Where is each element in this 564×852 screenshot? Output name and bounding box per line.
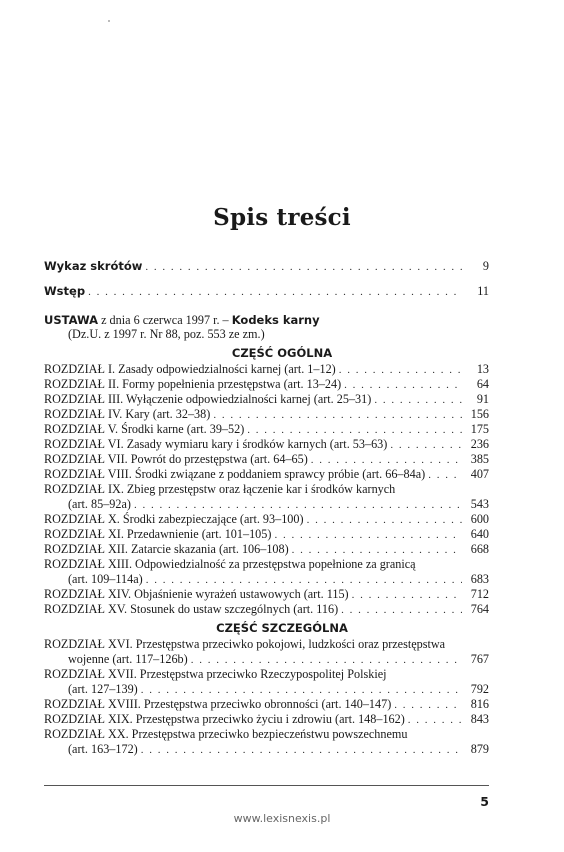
toc-entry-label: ROZDZIAŁ XIV. Objaśnienie wyrażeń ustawowych (art. 115) (44, 587, 349, 601)
toc-entry-page: 64 (476, 377, 489, 391)
toc-entry-chapter[interactable] (44, 422, 489, 436)
toc-entry-page: 385 (470, 452, 489, 466)
toc-entry-label-continued: (art. 109–114a) (68, 572, 143, 586)
toc-entry-label: ROZDZIAŁ XII. Zatarcie skazania (art. 106–108) (44, 542, 289, 556)
dot-leader (374, 393, 462, 407)
footer-rule (44, 785, 489, 786)
toc-entry-page: 683 (470, 572, 489, 586)
toc-entry-chapter[interactable] (68, 497, 489, 511)
toc-entry-chapter[interactable] (68, 742, 489, 756)
toc-entry-page: 712 (470, 587, 489, 601)
dot-leader (88, 285, 462, 299)
toc-entry-label-continued: (art. 163–172) (68, 742, 138, 756)
dot-leader (352, 588, 462, 602)
toc-entry-page: 407 (470, 467, 489, 481)
dot-leader (390, 438, 462, 452)
toc-entry-label: ROZDZIAŁ IX. Zbieg przestępstw oraz łączenie kar i środków karnych (44, 482, 396, 496)
act-date: z dnia 6 czerwca 1997 r. – (98, 313, 232, 327)
toc-entry-label-continued: wojenne (art. 117–126b) (68, 652, 188, 666)
toc-entry-label: ROZDZIAŁ X. Środki zabezpieczające (art. 93–100) (44, 512, 304, 526)
toc-entry-page: 792 (470, 682, 489, 696)
act-name: Kodeks karny (231, 313, 320, 327)
toc-entry-chapter[interactable] (44, 602, 489, 616)
dot-leader (141, 683, 462, 697)
toc-entry-chapter[interactable] (44, 437, 489, 451)
toc-entry-label: ROZDZIAŁ XIII. Odpowiedzialność za przestępstwa popełnione za granicą (44, 557, 416, 571)
toc-entry-label: Wykaz skrótów (44, 259, 143, 273)
toc-entry-page: 156 (470, 407, 489, 421)
dot-leader (307, 513, 462, 527)
dot-leader (339, 363, 462, 377)
dot-leader (274, 528, 462, 542)
toc-entry-chapter[interactable] (68, 572, 489, 586)
toc-entry-label-continued: (art. 85–92a) (68, 497, 131, 511)
toc-entry-chapter[interactable] (44, 467, 489, 481)
toc-entry-label: ROZDZIAŁ XV. Stosunek do ustaw szczególnych (art. 116) (44, 602, 339, 616)
toc-entry-chapter[interactable] (44, 407, 489, 421)
toc-entry-label: ROZDZIAŁ XVIII. Przestępstwa przeciwko obronności (art. 140–147) (44, 697, 392, 711)
toc-entry-chapter[interactable] (44, 527, 489, 541)
toc-entry-label: Wstęp (44, 284, 86, 298)
dot-leader (311, 453, 462, 467)
toc-entry-page: 175 (470, 422, 489, 436)
toc-entry-chapter[interactable] (44, 452, 489, 466)
dot-leader (141, 743, 462, 757)
toc-entry-page: 843 (470, 712, 489, 726)
dot-leader (146, 573, 462, 587)
dot-leader (344, 378, 462, 392)
dot-leader (191, 653, 462, 667)
toc-entry-page: 816 (470, 697, 489, 711)
toc-entry-page: 543 (470, 497, 489, 511)
toc-entry-chapter[interactable] (68, 652, 489, 666)
act-heading (44, 313, 320, 327)
speck-mark (108, 20, 110, 22)
dot-leader (247, 423, 462, 437)
toc-entry-label: ROZDZIAŁ XIX. Przestępstwa przeciwko życiu i zdrowiu (art. 148–162) (44, 712, 405, 726)
toc-entry-label: ROZDZIAŁ II. Formy popełnienia przestępstwa (art. 13–24) (44, 377, 342, 391)
dot-leader (408, 713, 462, 727)
dot-leader (428, 468, 462, 482)
toc-entry-label: ROZDZIAŁ IV. Kary (art. 32–38) (44, 407, 211, 421)
toc-entry-label: ROZDZIAŁ VII. Powrót do przestępstwa (art. 64–65) (44, 452, 308, 466)
dot-leader (213, 408, 462, 422)
toc-entry-chapter[interactable] (44, 377, 489, 391)
page-title: Spis treści (213, 204, 351, 231)
toc-entry-page: 767 (470, 652, 489, 666)
toc-entry-chapter[interactable] (44, 712, 489, 726)
toc-entry-introduction[interactable] (44, 284, 489, 298)
toc-entry-label: ROZDZIAŁ VIII. Środki związane z poddaniem sprawcy próbie (art. 66–84a) (44, 467, 426, 481)
toc-entry-abbreviations[interactable] (44, 259, 489, 273)
toc-entry-label: ROZDZIAŁ V. Środki karne (art. 39–52) (44, 422, 245, 436)
toc-entry-page: 879 (470, 742, 489, 756)
toc-entry-page: 668 (470, 542, 489, 556)
toc-entry-label-continued: (art. 127–139) (68, 682, 138, 696)
section-heading-general: CZĘŚĆ OGÓLNA (231, 346, 333, 360)
toc-entry-chapter[interactable] (44, 362, 489, 376)
toc-entry-page: 13 (476, 362, 489, 376)
toc-entry-label: ROZDZIAŁ XI. Przedawnienie (art. 101–105) (44, 527, 272, 541)
toc-entry-page: 9 (482, 259, 489, 273)
page-number: 5 (480, 794, 489, 809)
section-heading-special: CZĘŚĆ SZCZEGÓLNA (216, 621, 348, 635)
dot-leader (134, 498, 462, 512)
toc-entry-page: 91 (476, 392, 489, 406)
toc-entry-label: ROZDZIAŁ XVI. Przestępstwa przeciwko pokojowi, ludzkości oraz przestępstwa (44, 637, 446, 651)
toc-entry-chapter[interactable] (44, 542, 489, 556)
toc-entry-label: ROZDZIAŁ XVII. Przestępstwa przeciwko Rzeczypospolitej Polskiej (44, 667, 387, 681)
dot-leader (292, 543, 462, 557)
dot-leader (394, 698, 462, 712)
act-reference: (Dz.U. z 1997 r. Nr 88, poz. 553 ze zm.) (68, 327, 265, 341)
toc-entry-chapter[interactable] (44, 392, 489, 406)
toc-entry-page: 764 (470, 602, 489, 616)
toc-entry-chapter[interactable] (68, 682, 489, 696)
dot-leader (341, 603, 462, 617)
toc-entry-page: 11 (477, 284, 489, 298)
toc-entry-page: 236 (470, 437, 489, 451)
toc-entry-chapter[interactable] (44, 697, 489, 711)
toc-entry-label: ROZDZIAŁ VI. Zasady wymiaru kary i środków karnych (art. 53–63) (44, 437, 388, 451)
toc-entry-label: ROZDZIAŁ I. Zasady odpowiedzialności karnej (art. 1–12) (44, 362, 336, 376)
toc-entry-chapter[interactable] (44, 587, 489, 601)
toc-entry-label: ROZDZIAŁ XX. Przestępstwa przeciwko bezpieczeństwu powszechnemu (44, 727, 408, 741)
toc-entry-page: 640 (470, 527, 489, 541)
toc-entry-chapter[interactable] (44, 512, 489, 526)
publisher-website: www.lexisnexis.pl (233, 812, 331, 825)
toc-entry-label: ROZDZIAŁ III. Wyłączenie odpowiedzialności karnej (art. 25–31) (44, 392, 372, 406)
act-prefix: USTAWA (44, 313, 99, 327)
toc-entry-page: 600 (470, 512, 489, 526)
dot-leader (145, 260, 462, 274)
